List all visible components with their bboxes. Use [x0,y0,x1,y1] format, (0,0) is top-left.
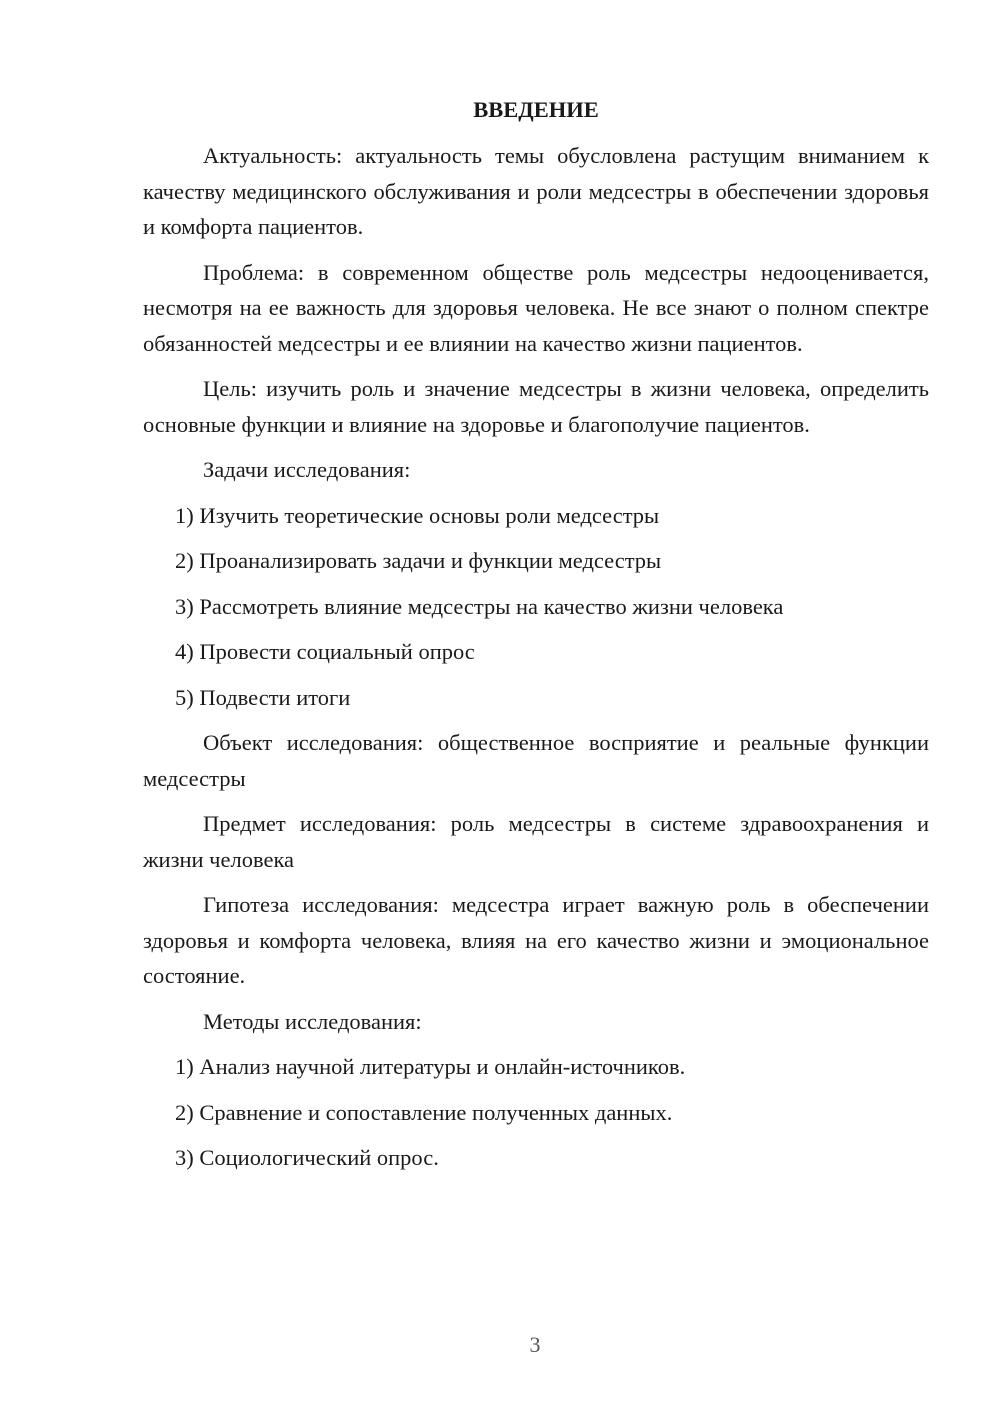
method-item-3: 3) Социологический опрос. [175,1145,439,1170]
method-item-1: 1) Анализ научной литературы и онлайн-источников. [175,1054,686,1079]
page-content [143,92,929,1186]
task-item-3: 3) Рассмотреть влияние медсестры на качество жизни человека [175,593,784,619]
task-item-2: 2) Проанализировать задачи и функции медсестры [175,548,662,573]
task-item-1: 1) Изучить теоретические основы роли медсестры [175,502,660,528]
methods-heading: Методы исследования: [203,1008,422,1034]
goal-paragraph: Цель: изучить роль и значение медсестры в жизни человека, определить основные функции и влияние на здоровье и благополучие пациентов. [143,376,929,437]
object-paragraph: Объект исследования: общественное восприятие и реальные функции медсестры [143,730,929,791]
task-item-4: 4) Провести социальный опрос [175,639,475,664]
relevance-paragraph: Актуальность: актуальность темы обусловлена растущим вниманием к качеству медицинского обслуживания и роли медсестры в обеспечении здоровья и комфорта пациентов. [143,143,929,239]
page-title: ВВЕДЕНИЕ [473,97,599,122]
task-item-5: 5) Подвести итоги [175,684,351,710]
hypothesis-paragraph: Гипотеза исследования: медсестра играет важную роль в обеспечении здоровья и комфорта человека, влияя на его качество жизни и эмоциональное состояние. [143,892,929,988]
subject-paragraph: Предмет исследования: роль медсестры в системе здравоохранения и жизни человека [143,811,929,872]
page-number: 3 [529,1332,541,1357]
problem-paragraph: Проблема: в современном обществе роль медсестры недооценивается, несмотря на ее важность для здоровья человека. Не все знают о полном спектре обязанностей медсестры и ее влиянии на качество жизни пациентов. [143,259,929,356]
method-item-2: 2) Сравнение и сопоставление полученных данных. [175,1099,673,1125]
tasks-heading: Задачи исследования: [203,457,411,482]
